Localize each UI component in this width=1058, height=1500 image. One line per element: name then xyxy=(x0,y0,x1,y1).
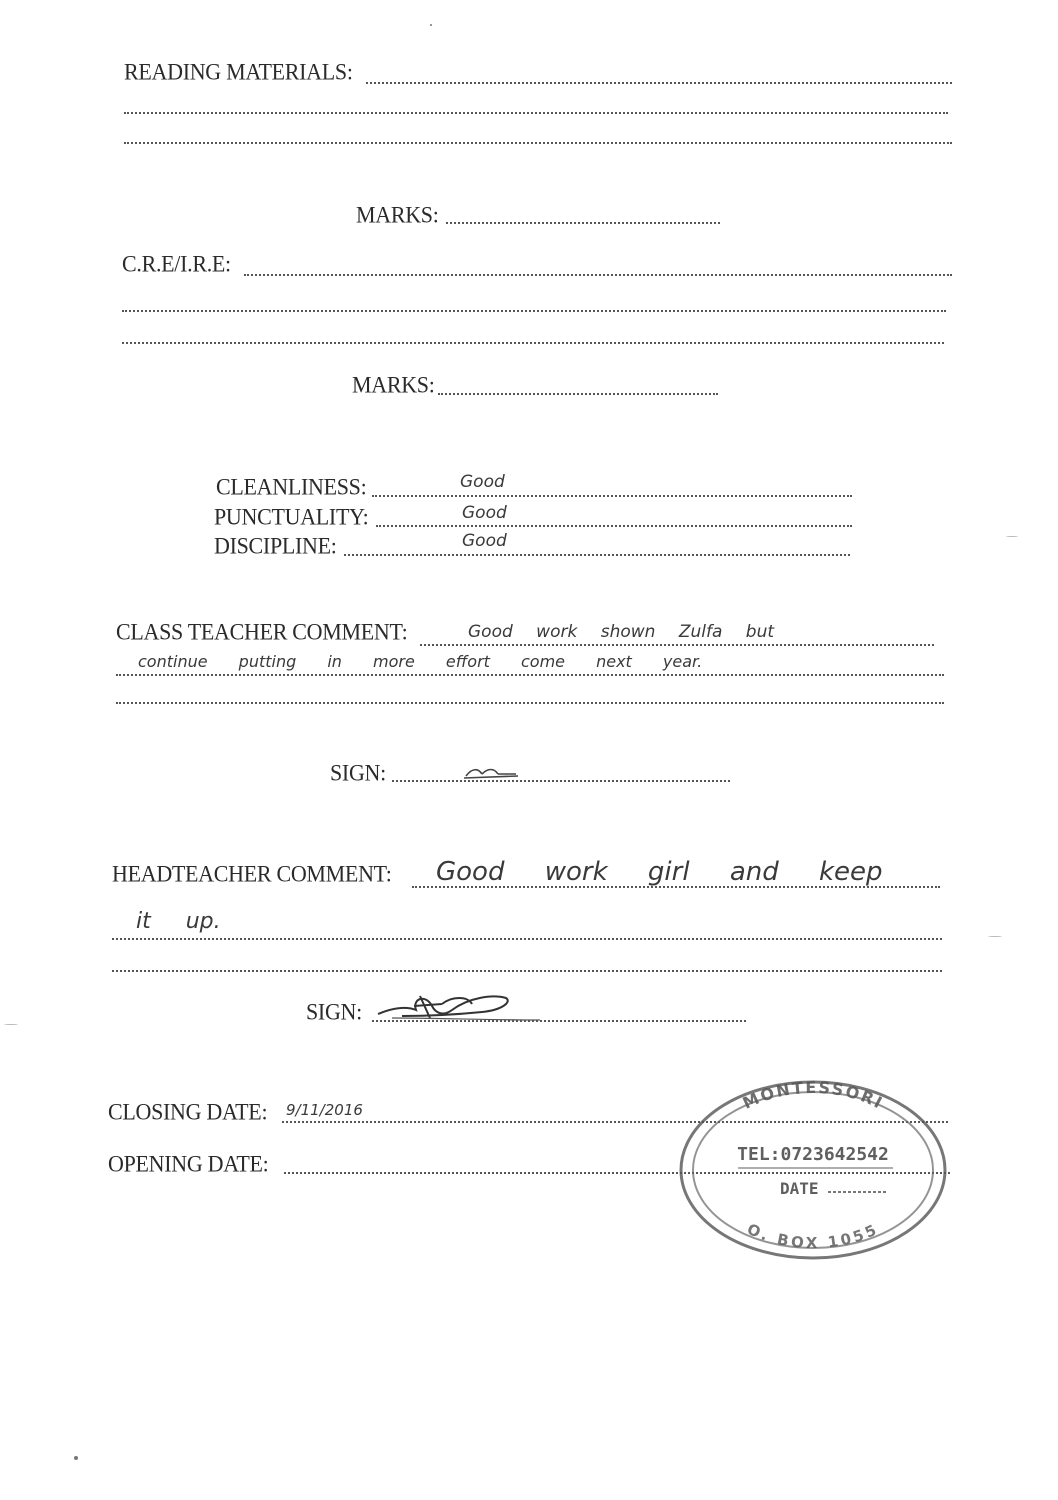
headteacher-comment-line-3[interactable] xyxy=(112,970,942,972)
class-teacher-comment-line-3[interactable] xyxy=(116,702,944,704)
scan-speck xyxy=(988,936,1002,937)
discipline-label: DISCIPLINE: xyxy=(214,532,337,559)
svg-text:O. BOX 1055 xyxy=(744,1220,881,1252)
reading-materials-marks-label: MARKS: xyxy=(356,201,439,228)
cre-ire-line-2[interactable] xyxy=(122,310,946,312)
cre-ire-marks-label: MARKS: xyxy=(352,371,435,398)
punctuality-line[interactable] xyxy=(376,525,852,527)
closing-date-label: CLOSING DATE: xyxy=(108,1098,268,1125)
class-teacher-comment-line-2[interactable] xyxy=(116,674,944,676)
class-teacher-sign-label: SIGN: xyxy=(330,759,386,786)
reading-materials-line-3[interactable] xyxy=(124,142,952,144)
class-teacher-signature xyxy=(462,762,522,782)
class-teacher-comment-line-1[interactable] xyxy=(420,644,934,646)
headteacher-comment-text-2: it up. xyxy=(136,909,221,934)
cre-ire-marks-line[interactable] xyxy=(438,393,718,395)
stamp-top-text: MONTESSORI xyxy=(739,1077,887,1114)
headteacher-comment-text-1: Good work girl and keep xyxy=(436,857,883,887)
stamp-tel: TEL:0723642542 xyxy=(737,1144,889,1165)
cleanliness-line[interactable] xyxy=(372,495,852,497)
punctuality-label: PUNCTUALITY: xyxy=(214,503,369,530)
svg-text:MONTESSORI xyxy=(740,1078,887,1113)
punctuality-value: Good xyxy=(462,503,507,523)
scan-speck xyxy=(74,1456,78,1460)
stamp-date-label: DATE xyxy=(780,1179,819,1198)
scan-speck xyxy=(430,24,432,26)
cleanliness-value: Good xyxy=(460,472,505,492)
class-teacher-comment-text-1: Good work shown Zulfa but xyxy=(468,622,775,642)
scan-speck xyxy=(1006,536,1018,537)
stamp-bottom-text: O. BOX 1055 xyxy=(744,1219,882,1253)
school-stamp xyxy=(668,1070,958,1260)
opening-date-label: OPENING DATE: xyxy=(108,1150,269,1177)
cre-ire-line-1[interactable] xyxy=(244,274,952,276)
scan-speck xyxy=(4,1024,18,1025)
headteacher-comment-label: HEADTEACHER COMMENT: xyxy=(112,860,392,887)
class-teacher-comment-label: CLASS TEACHER COMMENT: xyxy=(116,618,408,645)
cre-ire-line-3[interactable] xyxy=(122,342,944,344)
reading-materials-line-2[interactable] xyxy=(124,112,948,114)
discipline-line[interactable] xyxy=(344,554,850,556)
class-teacher-comment-text-2: continue putting in more effort come next year. xyxy=(138,652,703,671)
cleanliness-label: CLEANLINESS: xyxy=(216,473,367,500)
discipline-value: Good xyxy=(462,531,507,551)
reading-materials-label: READING MATERIALS: xyxy=(124,58,353,85)
cre-ire-label: C.R.E/I.R.E: xyxy=(122,250,231,277)
reading-materials-marks-line[interactable] xyxy=(446,222,720,224)
headteacher-comment-line-2[interactable] xyxy=(112,938,942,940)
headteacher-signature xyxy=(372,986,542,1026)
headteacher-sign-label: SIGN: xyxy=(306,998,362,1025)
class-teacher-sign-line[interactable] xyxy=(392,780,730,782)
reading-materials-line-1[interactable] xyxy=(366,82,952,84)
closing-date-value: 9/11/2016 xyxy=(286,1101,363,1119)
